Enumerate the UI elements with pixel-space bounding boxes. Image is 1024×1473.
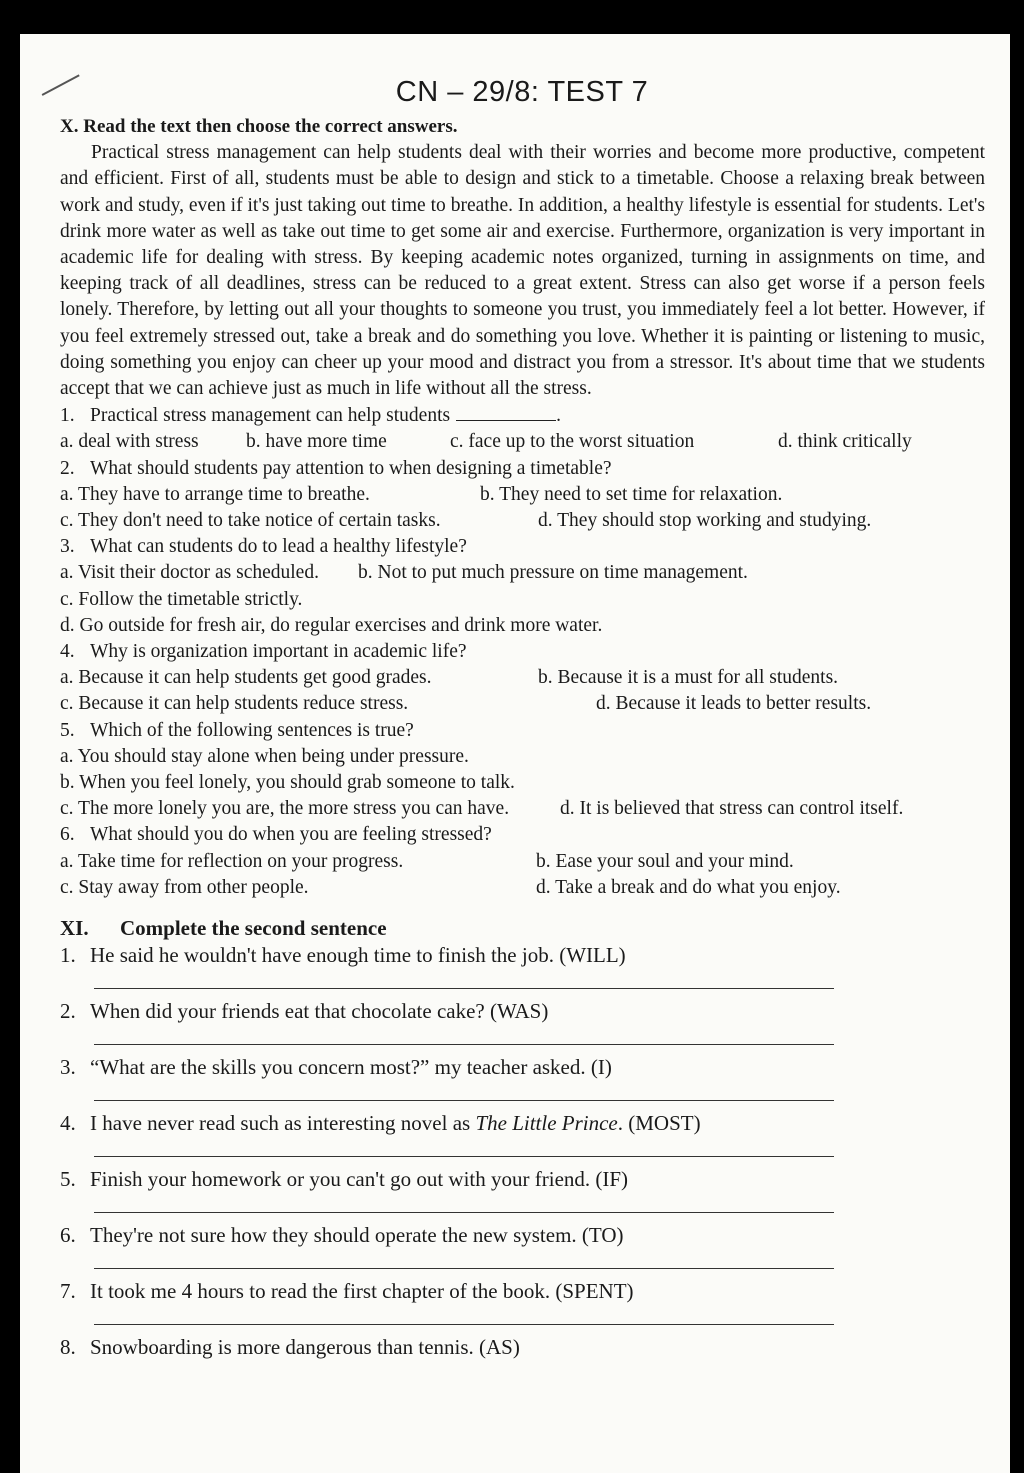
transform-item-8 [60,1333,985,1361]
option-a[interactable]: a. Visit their doctor as scheduled. [60,562,319,584]
question-text: Why is organization important in academic life? [90,640,467,662]
question-number: 4. [60,640,75,662]
item-text: He said he wouldn't have enough time to finish the job. (WILL) [90,943,626,968]
answer-line[interactable] [60,1193,985,1221]
transform-item-6 [60,1221,985,1249]
option-d[interactable]: d. Go outside for fresh air, do regular exercises and drink more water. [60,614,603,636]
option-d[interactable]: d. It is believed that stress can control itself. [560,798,904,820]
option-d[interactable]: d. Because it leads to better results. [596,693,872,715]
options-row [60,770,985,796]
option-b[interactable]: b. Not to put much pressure on time management. [358,562,748,584]
item-number: 8. [60,1335,76,1360]
item-number: 6. [60,1223,76,1248]
answer-line[interactable] [60,1305,985,1333]
question-number: 5. [60,719,75,741]
answer-line[interactable] [60,1249,985,1277]
item-text: When did your friends eat that chocolate cake? (WAS) [90,999,549,1024]
question-4 [60,639,985,665]
question-text: Which of the following sentences is true? [90,719,414,741]
options-row [60,665,985,691]
item-number: 1. [60,943,76,968]
option-d[interactable]: d. They should stop working and studying. [538,510,872,532]
options-row [60,691,985,717]
answer-line[interactable] [60,1025,985,1053]
question-text: What should students pay attention to when designing a timetable? [90,457,612,479]
option-a[interactable]: a. You should stay alone when being under pressure. [60,745,469,767]
transform-item-7 [60,1277,985,1305]
worksheet-page [20,34,1010,1473]
question-end: . [556,405,561,427]
transform-item-4 [60,1109,985,1137]
item-text: “What are the skills you concern most?” my teacher asked. (I) [90,1055,612,1080]
option-a[interactable]: a. Because it can help students get good grades. [60,667,432,689]
option-c[interactable]: c. Stay away from other people. [60,876,309,898]
page-title: CN – 29/8: TEST 7 [395,76,649,108]
option-b[interactable]: b. Ease your soul and your mind. [536,850,794,872]
options-row [60,508,985,534]
content [60,114,985,1361]
transform-item-2 [60,997,985,1025]
item-text-pre: I have never read such as interesting novel as [90,1111,476,1136]
answer-line[interactable] [60,1137,985,1165]
reading-passage: Practical stress management can help students deal with their worries and become more productive, competent and efficient. First of all, students must be able to design and stick to a timetable. Choose a relaxing break between work and study, even if it's just taking out time to breathe. In addition, a healthy lifestyle is essential for students. Let's drink more water as well as take out time to get some air and exercise. Furthermore, organization is very important in academic life for dealing with stress. By keeping academic notes organized, turning in assignments on time, and keeping track of all deadlines, stress can be reduced to a great extent. Stress can also get worse if a person feels lonely. Therefore, by letting out all your thoughts to someone you trust, you immediately feel a lot better. However, if you feel extremely stressed out, take a break and do something you love. Whether it is painting or listening to music, doing something you enjoy can cheer up your mood and distract you from a stressor. It's about time that we students accept that we can achieve just as much in life without all the stress. [60,142,985,400]
transform-item-3 [60,1053,985,1081]
question-6 [60,822,985,848]
options-row [60,849,985,875]
section-x-heading: X. Read the text then choose the correct answers. [60,116,458,137]
options-row [60,560,985,586]
question-number: 1. [60,405,75,427]
option-b[interactable]: b. When you feel lonely, you should grab someone to talk. [60,771,515,793]
options-row [60,482,985,508]
section-number: XI. [60,915,89,940]
option-a[interactable]: a. Take time for reflection on your progress. [60,850,404,872]
option-c[interactable]: c. Because it can help students reduce stress. [60,693,409,715]
item-text: It took me 4 hours to read the first chapter of the book. (SPENT) [90,1279,634,1304]
question-number: 3. [60,536,75,558]
options-row [60,587,985,613]
option-c[interactable]: c. Follow the timetable strictly. [60,588,303,610]
option-c[interactable]: c. face up to the worst situation [450,431,695,453]
answer-blank[interactable] [456,402,556,421]
transform-item-1 [60,941,985,969]
item-number: 5. [60,1167,76,1192]
question-text: What can students do to lead a healthy lifestyle? [90,536,467,558]
answer-line[interactable] [60,1081,985,1109]
item-number: 3. [60,1055,76,1080]
book-title: The Little Prince [475,1111,618,1136]
option-c[interactable]: c. They don't need to take notice of certain tasks. [60,510,441,532]
option-b[interactable]: b. Because it is a must for all students. [538,667,839,689]
options-row [60,613,985,639]
question-5 [60,718,985,744]
item-number: 2. [60,999,76,1024]
transform-item-5 [60,1165,985,1193]
question-text: Practical stress management can help students [90,405,451,427]
option-d[interactable]: d. think critically [778,431,912,453]
answer-line[interactable] [60,969,985,997]
option-b[interactable]: b. have more time [246,431,387,453]
item-number: 4. [60,1111,76,1136]
question-2 [60,456,985,482]
option-a[interactable]: a. deal with stress [60,431,199,453]
item-text: They're not sure how they should operate the new system. (TO) [90,1223,624,1248]
item-number: 7. [60,1279,76,1304]
options-row [60,875,985,901]
option-a[interactable]: a. They have to arrange time to breathe. [60,483,370,505]
question-text: What should you do when you are feeling stressed? [90,824,492,846]
options-row [60,796,985,822]
question-3 [60,534,985,560]
section-xi-heading [60,915,985,941]
options-row [60,429,985,455]
item-text-post: . (MOST) [617,1111,701,1136]
options-row [60,744,985,770]
option-d[interactable]: d. Take a break and do what you enjoy. [536,876,841,898]
section-title: Complete the second sentence [120,915,387,940]
item-text: Snowboarding is more dangerous than tennis. (AS) [90,1335,520,1360]
question-number: 6. [60,824,75,846]
item-text: Finish your homework or you can't go out with your friend. (IF) [90,1167,629,1192]
question-1 [60,402,985,429]
question-number: 2. [60,457,75,479]
option-b[interactable]: b. They need to set time for relaxation. [480,483,783,505]
option-c[interactable]: c. The more lonely you are, the more stress you can have. [60,798,510,820]
